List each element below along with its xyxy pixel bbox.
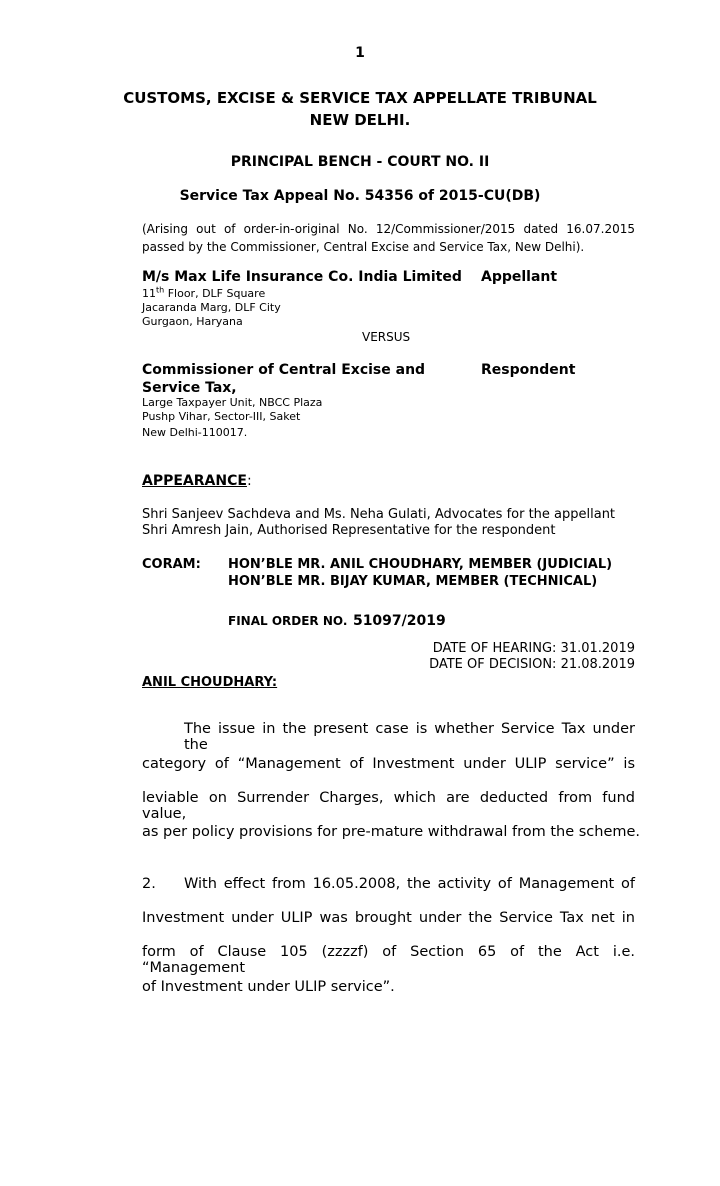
respondent-name-line2: Service Tax, bbox=[142, 380, 237, 396]
bench-title: PRINCIPAL BENCH - COURT NO. II bbox=[230, 154, 490, 170]
appellant-name: M/s Max Life Insurance Co. India Limited bbox=[142, 269, 462, 285]
appeal-number: Service Tax Appeal No. 54356 of 2015-CU(DB) bbox=[179, 188, 541, 204]
para2-line4: of Investment under ULIP service”. bbox=[142, 979, 395, 995]
author-heading: ANIL CHOUDHARY: bbox=[142, 675, 278, 690]
para2-line2: Investment under ULIP was brought under the Service Tax net in bbox=[142, 910, 635, 926]
respondent-address-line2: Pushp Vihar, Sector-III, Saket bbox=[142, 410, 301, 423]
floor-rest: Floor, DLF Square bbox=[164, 287, 266, 300]
coram-member-judicial: HON’BLE MR. ANIL CHOUDHARY, MEMBER (JUDICIAL) bbox=[228, 557, 613, 572]
appellant-role: Appellant bbox=[481, 269, 558, 285]
respondent-address-line3: New Delhi-110017. bbox=[142, 426, 248, 439]
final-order-number: 51097/2019 bbox=[352, 613, 446, 629]
para1-line4: as per policy provisions for pre-mature withdrawal from the scheme. bbox=[142, 824, 641, 840]
appearance-label: APPEARANCE bbox=[142, 473, 247, 489]
para1-line1: The issue in the present case is whether Service Tax under the bbox=[184, 721, 635, 753]
date-of-hearing: DATE OF HEARING: 31.01.2019 bbox=[432, 641, 635, 656]
respondent-role: Respondent bbox=[481, 362, 576, 378]
arising-line1: (Arising out of order-in-original No. 12/Commissioner/2015 dated 16.07.2015 bbox=[142, 222, 635, 236]
floor-number: 11 bbox=[142, 287, 156, 300]
para2-line3: form of Clause 105 (zzzzf) of Section 65 of the Act i.e. “Management bbox=[142, 944, 635, 976]
para1-line2: category of “Management of Investment under ULIP service” is bbox=[142, 756, 635, 772]
para1-line3: leviable on Surrender Charges, which are deducted from fund value, bbox=[142, 790, 635, 822]
para2-line1: With effect from 16.05.2008, the activity of Management of bbox=[184, 876, 635, 892]
appellant-address-line3: Gurgaon, Haryana bbox=[142, 315, 243, 328]
date-of-decision: DATE OF DECISION: 21.08.2019 bbox=[429, 657, 635, 672]
final-order bbox=[228, 610, 446, 629]
arising-line2: passed by the Commissioner, Central Excise and Service Tax, New Delhi). bbox=[142, 240, 585, 254]
page-number: 1 bbox=[355, 45, 365, 61]
coram-label: CORAM: bbox=[142, 557, 201, 572]
final-order-label: FINAL ORDER NO. bbox=[228, 614, 348, 628]
tribunal-city: NEW DELHI. bbox=[309, 111, 411, 129]
appearance-colon: : bbox=[246, 473, 252, 489]
appearance-appellant: Shri Sanjeev Sachdeva and Ms. Neha Gulati, Advocates for the appellant bbox=[142, 507, 616, 522]
respondent-address-line1: Large Taxpayer Unit, NBCC Plaza bbox=[142, 396, 323, 409]
appellant-address-line2: Jacaranda Marg, DLF City bbox=[142, 301, 281, 314]
appearance-respondent: Shri Amresh Jain, Authorised Representative for the respondent bbox=[142, 523, 556, 538]
versus-label: VERSUS bbox=[362, 330, 411, 344]
respondent-name-line1: Commissioner of Central Excise and bbox=[142, 362, 426, 378]
para2-number: 2. bbox=[142, 876, 156, 892]
appearance-heading bbox=[142, 473, 252, 489]
tribunal-title: CUSTOMS, EXCISE & SERVICE TAX APPELLATE TRIBUNAL bbox=[123, 89, 597, 107]
floor-superscript: th bbox=[156, 285, 165, 295]
coram-member-technical: HON’BLE MR. BIJAY KUMAR, MEMBER (TECHNICAL) bbox=[228, 574, 598, 589]
appellant-address-line1 bbox=[142, 287, 265, 300]
